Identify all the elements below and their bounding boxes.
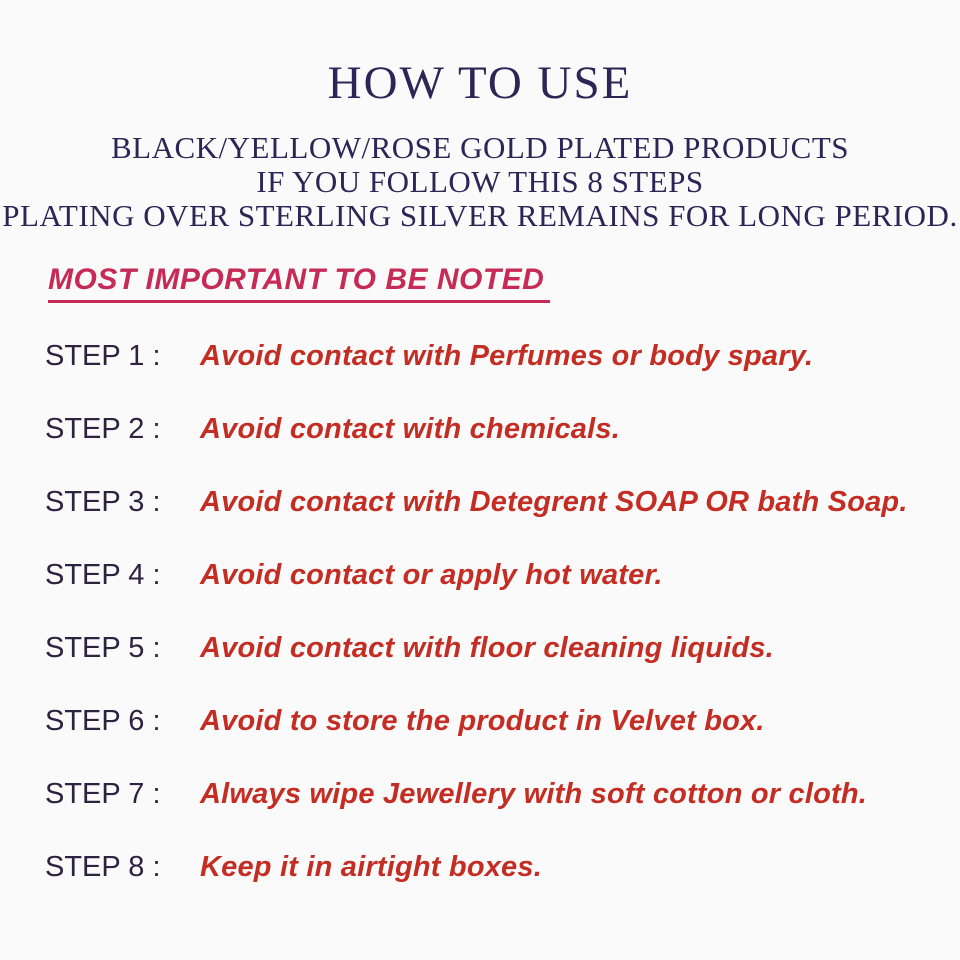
step-label: STEP 5 : <box>45 632 161 664</box>
notice-heading: MOST IMPORTANT TO BE NOTED <box>48 263 550 303</box>
step-label: STEP 4 : <box>45 559 161 591</box>
subtitle-block <box>0 131 960 233</box>
notice-heading-wrap <box>48 263 960 303</box>
step-label: STEP 1 : <box>45 340 161 372</box>
subtitle-line: IF YOU FOLLOW THIS 8 STEPS <box>256 164 704 199</box>
step-row <box>45 852 960 882</box>
step-label: STEP 7 : <box>45 778 161 810</box>
step-row <box>45 414 960 444</box>
step-text: Avoid contact with chemicals. <box>200 413 620 445</box>
step-text: Avoid contact with Detegrent SOAP OR bath Soap. <box>200 486 908 518</box>
page-title: HOW TO USE <box>327 57 633 109</box>
step-text: Avoid to store the product in Velvet box. <box>200 705 765 737</box>
subtitle-line: PLATING OVER STERLING SILVER REMAINS FOR LONG PERIOD. <box>2 198 958 233</box>
step-text: Keep it in airtight boxes. <box>200 851 542 883</box>
step-row <box>45 779 960 809</box>
step-label: STEP 8 : <box>45 851 161 883</box>
step-row <box>45 341 960 371</box>
step-label: STEP 2 : <box>45 413 161 445</box>
steps-list <box>45 341 960 882</box>
step-row <box>45 560 960 590</box>
step-label: STEP 3 : <box>45 486 161 518</box>
subtitle-line: BLACK/YELLOW/ROSE GOLD PLATED PRODUCTS <box>110 130 850 165</box>
step-text: Avoid contact with floor cleaning liquids. <box>200 632 774 664</box>
step-text: Avoid contact or apply hot water. <box>200 559 663 591</box>
step-text: Avoid contact with Perfumes or body spary. <box>200 340 814 372</box>
step-label: STEP 6 : <box>45 705 161 737</box>
step-row <box>45 706 960 736</box>
step-text: Always wipe Jewellery with soft cotton or cloth. <box>200 778 868 810</box>
step-row <box>45 487 960 517</box>
step-row <box>45 633 960 663</box>
